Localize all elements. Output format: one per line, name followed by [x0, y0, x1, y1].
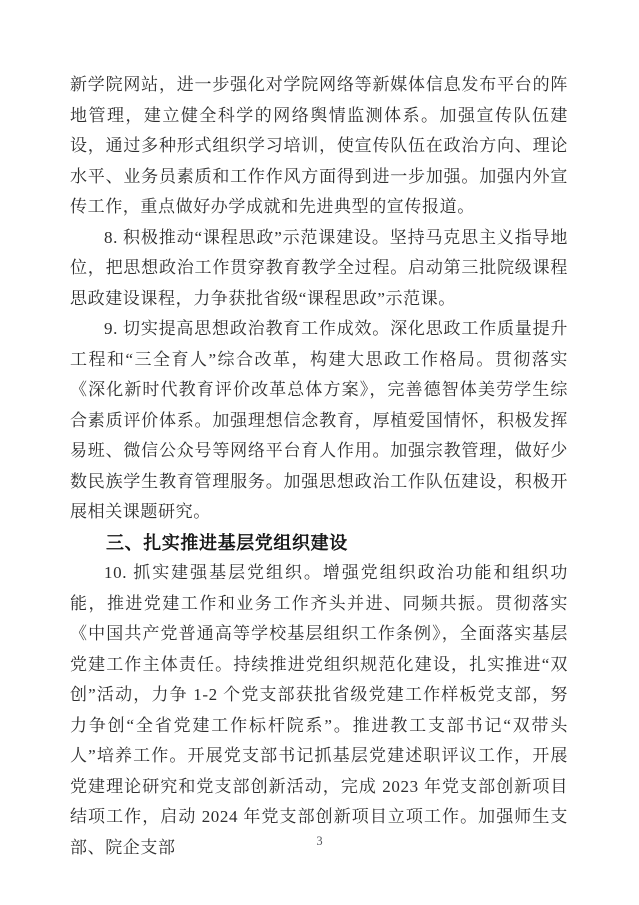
body-paragraph-item-9: 9. 切实提高思想政治教育工作成效。深化思政工作质量提升工程和“三全育人”综合改革，构建大思政工作格局。贯彻落实《深化新时代教育评价改革总体方案》，完善德智体美劳学生综合素质评价体系。加强理想信念教育，厚植爱国情怀，积极发挥易班、微信公众号等网络平台育人作用。加强宗教管理，做好少数民族学生教育管理服务。加强思想政治工作队伍建设，积极开展相关课题研究。: [70, 319, 568, 521]
body-paragraph-item-10: 10. 抓实建强基层党组织。增强党组织政治功能和组织功能，推进党建工作和业务工作齐头并进、同频共振。贯彻落实《中国共产党普通高等学校基层组织工作条例》，全面落实基层党建工作主体责任。持续推进党组织规范化建设，扎实推进“双创”活动，力争 1-2 个党支部获批省级党建工作样板党支部，努力争创“全省党建工作标杆院系”。推进教工支部书记“双带头人”培养工作。开展党支部书记抓基层党建述职评议工作，开展党建理论研究和党支部创新活动，完成 2023 年党支部创新项目结项工作，启动 2024 年党支部创新项目立项工作。加强师生支部、院企支部: [70, 563, 568, 857]
section-heading-three: 三、扎实推进基层党组织建设: [106, 532, 348, 553]
document-body: [70, 70, 568, 863]
body-paragraph-continuation: 新学院网站，进一步强化对学院网络等新媒体信息发布平台的阵地管理，建立健全科学的网络舆情监测体系。加强宣传队伍建设，通过多种形式组织学习培训，使宣传队伍在政治方向、理论水平、业务员素质和工作作风方面得到进一步加强。加强内外宣传工作，重点做好办学成就和先进典型的宣传报道。: [70, 75, 568, 216]
page-number: 3: [316, 834, 323, 848]
body-paragraph-item-8: 8. 积极推动“课程思政”示范课建设。坚持马克思主义指导地位，把思想政治工作贯穿教育教学全过程。启动第三批院级课程思政建设课程，力争获批省级“课程思政”示范课。: [70, 227, 568, 308]
